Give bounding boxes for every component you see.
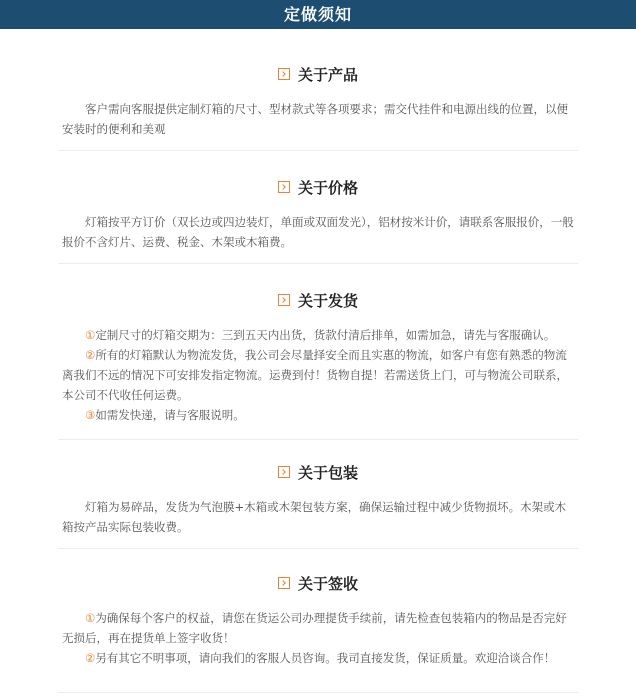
section-heading — [58, 64, 578, 84]
banner-title: 定做须知 — [283, 5, 352, 24]
section-price — [58, 151, 578, 264]
section-paragraph — [62, 497, 574, 537]
arrow-box-icon — [278, 466, 290, 478]
section-paragraph — [62, 212, 574, 252]
section-paragraph — [62, 608, 574, 648]
list-number: ② — [85, 651, 96, 665]
section-heading — [58, 573, 578, 593]
section-paragraph — [62, 405, 574, 425]
section-product — [58, 29, 578, 151]
paragraph-text: 灯箱为易碎品，发货为气泡膜+木箱或木架包装方案，确保运输过程中减少货物损坏。木架或木箱按产品实际包装收费。 — [62, 500, 567, 534]
arrow-box-icon — [278, 68, 290, 80]
section-signing — [58, 549, 578, 693]
arrow-box-icon — [278, 577, 290, 589]
section-title: 关于签收 — [297, 574, 358, 593]
section-title: 关于价格 — [297, 178, 358, 197]
section-paragraph — [62, 99, 574, 139]
paragraph-text: 另有其它不明事项，请向我们的客服人员咨询。我司直接发货，保证质量。欢迎洽谈合作！ — [95, 651, 556, 665]
section-heading — [58, 290, 578, 310]
page-banner — [0, 0, 636, 29]
section-packaging — [58, 440, 578, 549]
section-heading — [58, 462, 578, 482]
list-number: ③ — [85, 408, 96, 422]
content-area — [0, 29, 636, 693]
section-paragraph — [62, 345, 574, 405]
section-paragraph — [62, 325, 574, 345]
paragraph-text: 定制尺寸的灯箱交期为：三到五天内出货，货款付清后排单，如需加急，请先与客服确认。 — [95, 328, 556, 342]
section-title: 关于包装 — [297, 463, 358, 482]
paragraph-text: 客户需向客服提供定制灯箱的尺寸、型材款式等各项要求；需交代挂件和电源出线的位置，以便安装时的便利和美观 — [62, 102, 568, 136]
paragraph-text: 为确保每个客户的权益，请您在货运公司办理提货手续前，请先检查包装箱内的物品是否完好无损后，再在提货单上签字收货！ — [62, 611, 567, 645]
section-paragraph — [62, 648, 574, 668]
arrow-box-icon — [278, 294, 290, 306]
list-number: ② — [85, 348, 96, 362]
paragraph-text: 如需发快递，请与客服说明。 — [95, 408, 245, 422]
paragraph-text: 所有的灯箱默认为物流发货，我公司会尽量择安全而且实惠的物流，如客户有您有熟悉的物流离我们不远的情况下可安排发指定物流。运费到付！货物自提！若需送货上门，可与物流公司联系，本公司不代收任何运费。 — [62, 348, 568, 402]
list-number: ① — [85, 328, 96, 342]
section-shipping — [58, 264, 578, 440]
section-title: 关于发货 — [297, 291, 358, 310]
list-number: ① — [85, 611, 96, 625]
arrow-box-icon — [278, 181, 290, 193]
paragraph-text: 灯箱按平方订价（双长边或四边装灯，单面或双面发光），铝材按米计价，请联系客服报价，一般报价不含灯片、运费、税金、木架或木箱费。 — [62, 215, 574, 249]
section-title: 关于产品 — [297, 65, 358, 84]
section-heading — [58, 177, 578, 197]
